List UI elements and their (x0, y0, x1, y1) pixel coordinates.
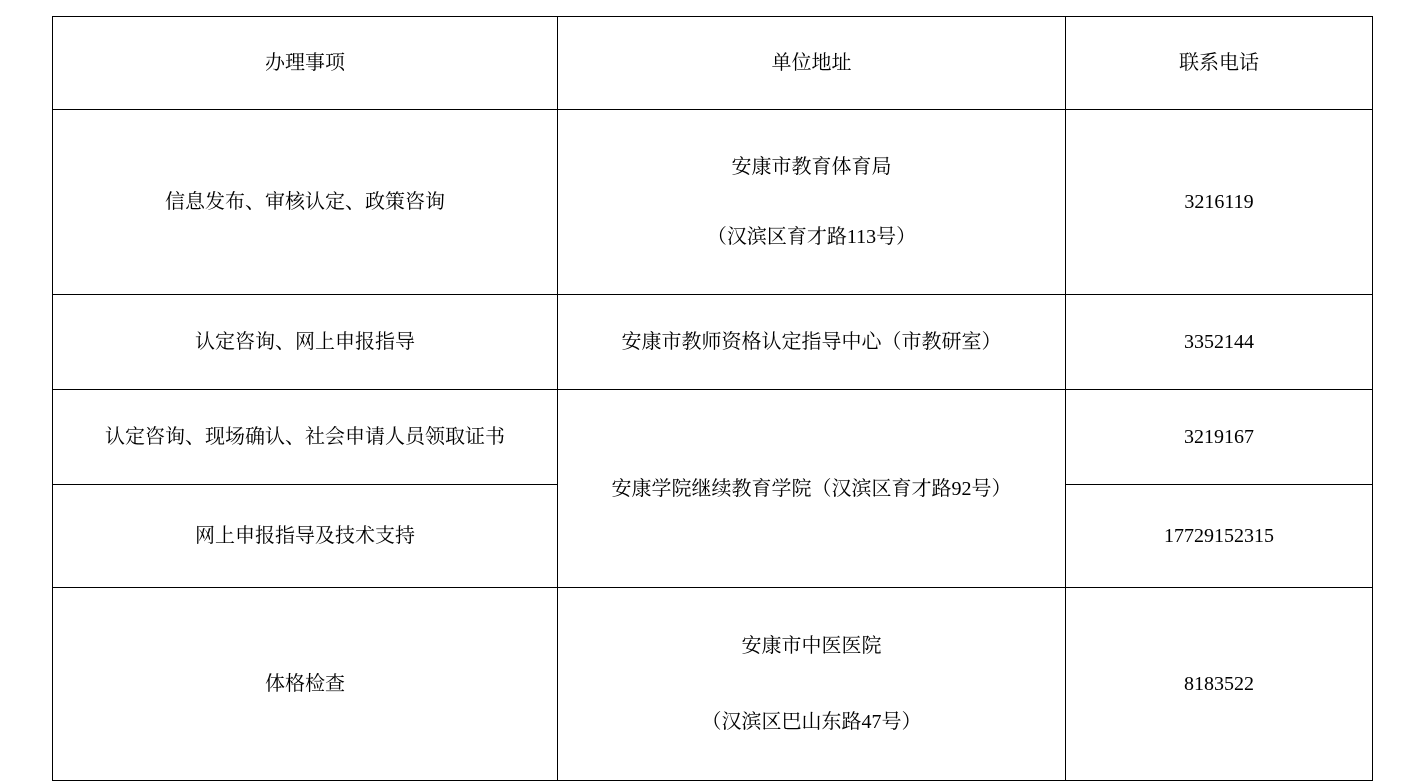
cell-item: 网上申报指导及技术支持 (53, 485, 558, 588)
address-name: 安康市中医医院 (741, 635, 882, 657)
contact-table (52, 16, 1373, 781)
cell-address (558, 588, 1066, 781)
header-cell-phone: 联系电话 (1066, 17, 1373, 110)
cell-item: 体格检查 (53, 588, 558, 781)
cell-phone: 8183522 (1066, 588, 1373, 781)
table-header-row (53, 17, 1373, 110)
cell-item: 信息发布、审核认定、政策咨询 (53, 110, 558, 295)
cell-phone: 17729152315 (1066, 485, 1373, 588)
table-row (53, 588, 1373, 781)
cell-item: 认定咨询、网上申报指导 (53, 295, 558, 390)
cell-phone: 3219167 (1066, 390, 1373, 485)
address-detail: （汉滨区巴山东路47号） (701, 711, 922, 733)
cell-phone: 3216119 (1066, 110, 1373, 295)
header-cell-address: 单位地址 (558, 17, 1066, 110)
cell-item: 认定咨询、现场确认、社会申请人员领取证书 (53, 390, 558, 485)
table-row (53, 295, 1373, 390)
cell-address-merged: 安康学院继续教育学院（汉滨区育才路92号） (558, 390, 1066, 588)
cell-phone: 3352144 (1066, 295, 1373, 390)
table-row (53, 390, 1373, 485)
table-row (53, 110, 1373, 295)
address-name: 安康市教育体育局 (731, 156, 892, 178)
header-cell-item: 办理事项 (53, 17, 558, 110)
cell-address (558, 110, 1066, 295)
address-detail: （汉滨区育才路113号） (706, 226, 917, 248)
cell-address: 安康市教师资格认定指导中心（市教研室） (558, 295, 1066, 390)
